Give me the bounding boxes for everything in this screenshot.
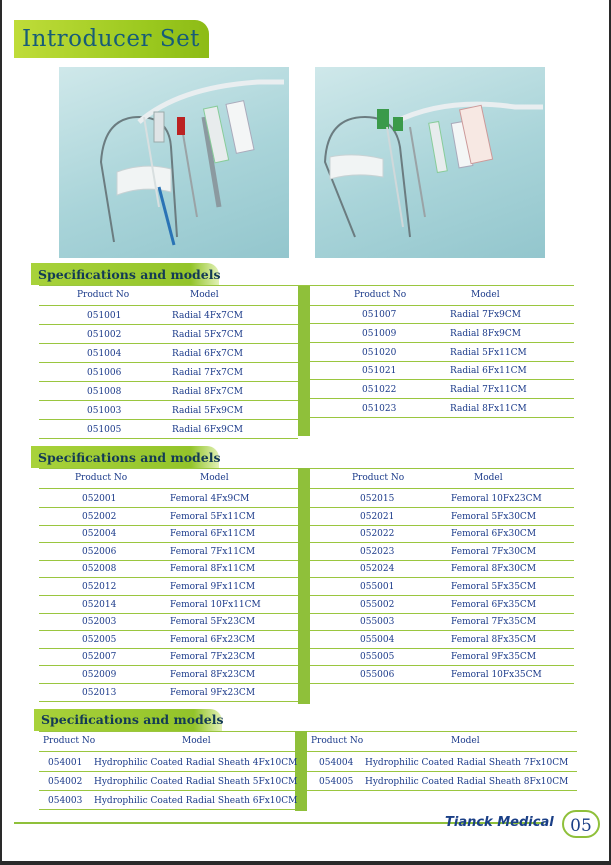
product-no-cell: 054004 (319, 758, 354, 768)
row-rule (310, 323, 574, 324)
row-rule (39, 507, 298, 508)
product-no-cell: 051021 (362, 366, 397, 377)
product-no-cell: 051001 (87, 311, 122, 321)
model-cell: Femoral 5Fx30CM (451, 511, 537, 522)
row-rule (39, 630, 298, 631)
header-product-no: Product No (77, 290, 130, 300)
row-rule (310, 525, 574, 526)
product-no-cell: 054005 (319, 777, 354, 787)
header-rule (310, 305, 574, 306)
model-cell: Hydrophilic Coated Radial Sheath 7Fx10CM (365, 758, 569, 768)
product-no-cell: 052014 (82, 599, 117, 610)
product-no-cell: 052004 (82, 529, 117, 540)
model-cell: Femoral 7Fx30CM (451, 546, 537, 557)
header-product-no: Product No (43, 736, 96, 746)
row-rule (307, 771, 577, 772)
model-cell: Femoral 8Fx30CM (451, 564, 537, 575)
row-rule (39, 701, 298, 702)
model-cell: Femoral 6Fx35CM (451, 599, 537, 610)
product-no-cell: 052005 (82, 634, 117, 645)
model-cell: Radial 5Fx7CM (172, 330, 243, 340)
row-rule (310, 577, 574, 578)
model-cell: Femoral 4Fx9CM (170, 494, 250, 504)
product-no-cell: 054003 (48, 796, 83, 806)
row-rule (310, 398, 574, 399)
brand-name: Tianck Medical (445, 815, 554, 830)
product-no-cell: 052003 (82, 617, 117, 628)
row-rule (39, 419, 298, 420)
row-rule (310, 683, 574, 684)
model-cell: Femoral 10Fx11CM (170, 599, 261, 610)
row-rule (307, 790, 577, 791)
row-rule (39, 613, 298, 614)
row-rule (310, 630, 574, 631)
header-rule (310, 488, 574, 489)
row-rule (39, 809, 295, 810)
model-cell: Femoral 7Fx23CM (170, 652, 256, 663)
product-no-cell: 055002 (360, 599, 395, 610)
model-cell: Hydrophilic Coated Radial Sheath 4Fx10CM (94, 758, 298, 768)
model-cell: Femoral 6Fx30CM (451, 529, 537, 540)
product-no-cell: 055005 (360, 652, 395, 663)
model-cell: Radial 7Fx7CM (172, 368, 243, 378)
row-rule (39, 577, 298, 578)
model-cell: Femoral 6Fx23CM (170, 634, 256, 645)
table-center-divider (298, 468, 310, 704)
header-rule (39, 488, 298, 489)
page-number: 05 (562, 810, 600, 838)
model-cell: Femoral 7Fx11CM (170, 546, 256, 557)
row-rule (310, 595, 574, 596)
header-product-no: Product No (354, 290, 407, 300)
row-rule (39, 343, 298, 344)
row-rule (39, 381, 298, 382)
model-cell: Femoral 9Fx11CM (170, 582, 256, 592)
model-cell: Radial 6Fx9CM (172, 425, 243, 435)
product-no-cell: 051005 (87, 425, 122, 435)
product-no-cell: 055006 (360, 670, 395, 680)
model-cell: Radial 5Fx9CM (172, 406, 243, 416)
product-no-cell: 052022 (360, 529, 395, 540)
row-rule (310, 361, 574, 362)
catalog-page (2, 0, 609, 861)
header-product-no: Product No (311, 736, 364, 746)
header-rule (307, 751, 577, 752)
product-no-cell: 052007 (82, 652, 117, 663)
model-cell: Radial 7Fx11CM (450, 385, 527, 396)
model-cell: Femoral 5Fx35CM (451, 582, 537, 592)
model-cell: Hydrophilic Coated Radial Sheath 6Fx10CM (94, 796, 298, 806)
row-rule (39, 324, 298, 325)
model-cell: Femoral 6Fx11CM (170, 529, 256, 540)
section-heading: Specifications and models (38, 267, 221, 282)
header-model: Model (190, 290, 219, 300)
model-cell: Femoral 5Fx23CM (170, 617, 256, 628)
section-heading: Specifications and models (41, 712, 224, 727)
model-cell: Hydrophilic Coated Radial Sheath 5Fx10CM (94, 777, 298, 787)
product-no-cell: 055001 (360, 582, 395, 592)
product-no-cell: 052024 (360, 564, 395, 575)
header-model: Model (200, 473, 229, 483)
product-no-cell: 051002 (87, 330, 122, 340)
model-cell: Femoral 5Fx11CM (170, 511, 256, 522)
model-cell: Radial 7Fx9CM (450, 310, 521, 320)
row-rule (39, 560, 298, 561)
model-cell: Radial 6Fx7CM (172, 349, 243, 359)
model-cell: Hydrophilic Coated Radial Sheath 8Fx10CM (365, 777, 569, 787)
product-no-cell: 054002 (48, 777, 83, 787)
product-no-cell: 052009 (82, 670, 117, 680)
row-rule (39, 648, 298, 649)
product-no-cell: 052008 (82, 564, 117, 575)
model-cell: Femoral 8Fx11CM (170, 564, 256, 575)
row-rule (39, 595, 298, 596)
model-cell: Femoral 8Fx23CM (170, 670, 256, 680)
page-title: Introducer Set (22, 26, 200, 52)
row-rule (39, 400, 298, 401)
product-no-cell: 055003 (360, 617, 395, 628)
model-cell: Radial 8Fx7CM (172, 387, 243, 397)
product-no-cell: 052013 (82, 687, 117, 698)
product-no-cell: 054001 (48, 758, 83, 768)
row-rule (310, 648, 574, 649)
header-model: Model (471, 290, 500, 300)
model-cell: Femoral 8Fx35CM (451, 634, 537, 645)
product-no-cell: 052006 (82, 546, 117, 557)
row-rule (310, 560, 574, 561)
product-no-cell: 051007 (362, 310, 397, 320)
model-cell: Femoral 7Fx35CM (451, 617, 537, 628)
model-cell: Radial 8Fx11CM (450, 404, 527, 414)
row-rule (310, 542, 574, 543)
row-rule (310, 342, 574, 343)
model-cell: Femoral 9Fx23CM (170, 687, 256, 698)
row-rule (39, 790, 295, 791)
product-no-cell: 051006 (87, 368, 122, 378)
product-no-cell: 052001 (82, 494, 117, 504)
product-no-cell: 055004 (360, 634, 395, 645)
table-top-rule (39, 731, 577, 732)
model-cell: Femoral 10Fx23CM (451, 494, 542, 504)
table-center-divider (298, 286, 310, 436)
product-no-cell: 052002 (82, 511, 117, 522)
row-rule (39, 362, 298, 363)
row-rule (39, 771, 295, 772)
section-heading: Specifications and models (38, 450, 221, 465)
header-product-no: Product No (75, 473, 128, 483)
header-rule (39, 751, 295, 752)
header-product-no: Product No (352, 473, 405, 483)
product-no-cell: 051020 (362, 347, 397, 358)
header-model: Model (182, 736, 211, 746)
row-rule (39, 665, 298, 666)
row-rule (310, 665, 574, 666)
header-model: Model (451, 736, 480, 746)
model-cell: Radial 5Fx11CM (450, 347, 527, 358)
model-cell: Radial 8Fx9CM (450, 328, 521, 339)
row-rule (310, 417, 574, 418)
product-no-cell: 051022 (362, 385, 397, 396)
header-rule (39, 305, 298, 306)
row-rule (39, 438, 298, 439)
row-rule (310, 613, 574, 614)
product-no-cell: 052015 (360, 494, 395, 504)
product-no-cell: 051008 (87, 387, 122, 397)
product-no-cell: 051003 (87, 406, 122, 416)
model-cell: Radial 6Fx11CM (450, 366, 527, 377)
top-margin (2, 0, 609, 14)
product-no-cell: 052021 (360, 511, 395, 522)
product-no-cell: 051009 (362, 328, 397, 339)
row-rule (39, 525, 298, 526)
product-no-cell: 052023 (360, 546, 395, 557)
product-photo-femoral (315, 67, 545, 258)
header-model: Model (474, 473, 503, 483)
product-photo-radial (59, 67, 289, 258)
product-no-cell: 052012 (82, 582, 117, 592)
row-rule (310, 507, 574, 508)
row-rule (310, 379, 574, 380)
row-rule (39, 542, 298, 543)
product-no-cell: 051023 (362, 404, 397, 414)
model-cell: Femoral 10Fx35CM (451, 670, 542, 680)
row-rule (39, 683, 298, 684)
model-cell: Radial 4Fx7CM (172, 311, 243, 321)
model-cell: Femoral 9Fx35CM (451, 652, 537, 663)
product-no-cell: 051004 (87, 349, 122, 359)
